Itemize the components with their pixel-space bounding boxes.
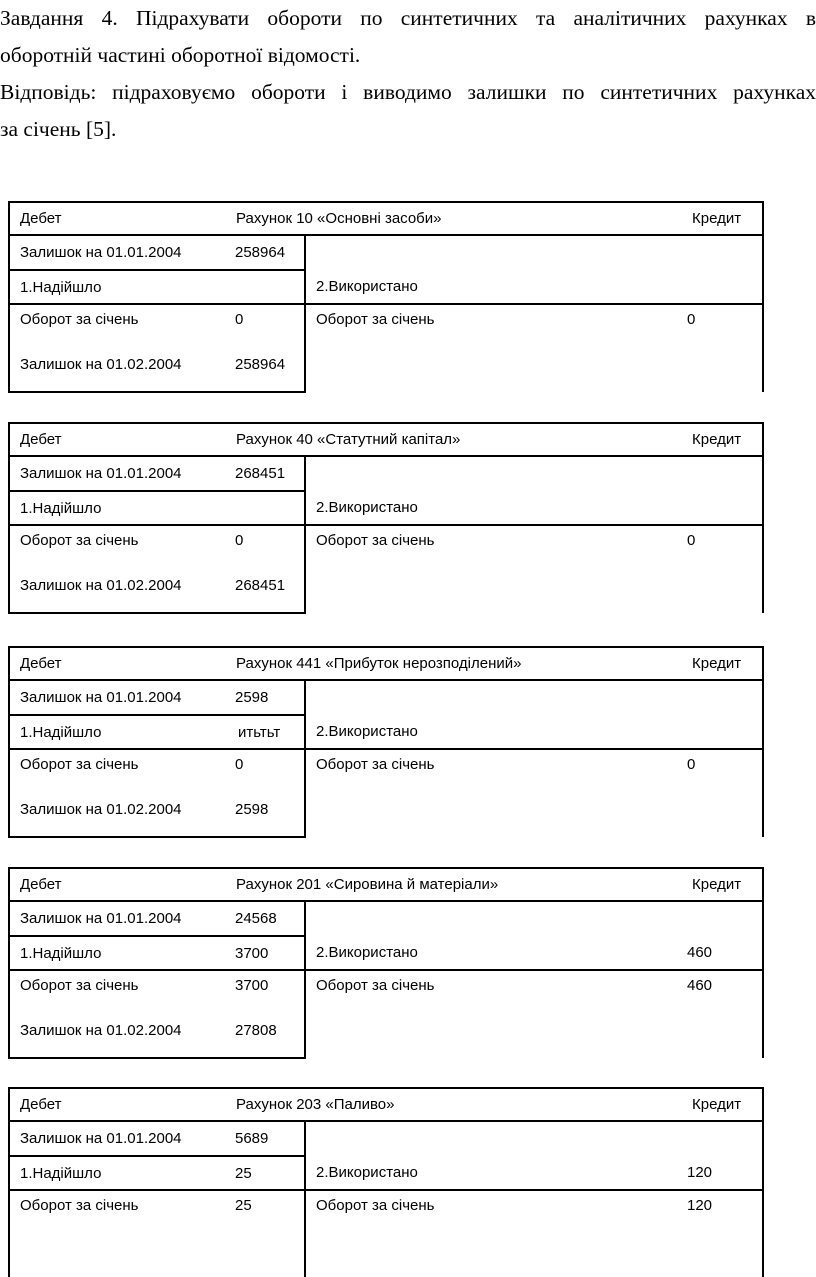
- received-value: 25: [225, 1156, 305, 1190]
- used-value: 120: [677, 1156, 763, 1190]
- received-value: [225, 491, 305, 525]
- turnover-debit-label: Оборот за січень: [9, 525, 225, 555]
- debit-label: Дебет: [20, 1095, 62, 1113]
- turnover-credit-label: Оборот за січень: [316, 977, 435, 994]
- closing-balance-value: 2598: [235, 801, 269, 818]
- received-label: 1.Надійшло: [9, 491, 225, 525]
- closing-balance-value: 27808: [235, 1022, 277, 1039]
- closing-balance-label: Залишок на 01.02.2004: [20, 577, 182, 594]
- account-201-t-table: [8, 867, 764, 1059]
- turnover-credit-value: 0: [677, 525, 763, 555]
- turnover-debit-value: 0: [225, 749, 305, 779]
- account-title: Рахунок 201 «Сировина й матеріали»: [236, 875, 499, 893]
- closing-balance-label: Залишок на 01.02.2004: [20, 1022, 182, 1039]
- used-value: [677, 270, 763, 304]
- opening-balance-label: Залишок на 01.01.2004: [9, 901, 225, 936]
- credit-label: Кредит: [692, 875, 742, 893]
- received-value: [225, 270, 305, 304]
- account-441-t-table: [8, 646, 764, 838]
- account-10-t-table: [8, 201, 764, 393]
- used-label: 2.Використано: [305, 715, 677, 749]
- turnover-credit-label: Оборот за січень: [316, 532, 435, 549]
- turnover-debit-label: Оборот за січень: [9, 749, 225, 779]
- credit-label: Кредит: [692, 654, 742, 672]
- credit-label: Кредит: [692, 209, 742, 227]
- turnover-credit-value: 0: [677, 749, 763, 779]
- received-value: 3700: [225, 936, 305, 970]
- turnover-credit-label: Оборот за січень: [316, 1197, 435, 1214]
- closing-balance-value: 268451: [235, 577, 286, 594]
- account-header: [9, 647, 763, 680]
- received-value: итьтьт: [225, 715, 305, 749]
- intro-text: [0, 0, 816, 148]
- used-label: 2.Використано: [305, 491, 677, 525]
- opening-balance-label: Залишок на 01.01.2004: [9, 680, 225, 715]
- opening-balance-value: 5689: [225, 1121, 305, 1156]
- turnover-debit-label: Оборот за січень: [9, 970, 225, 1000]
- task-line-1: Завдання 4. Підрахувати обороти по синтетичних та аналітичних рахунках в: [0, 6, 816, 30]
- opening-balance-value: 2598: [225, 680, 305, 715]
- turnover-credit-value: 120: [677, 1190, 763, 1220]
- opening-balance-label: Залишок на 01.01.2004: [9, 1121, 225, 1156]
- used-label: 2.Використано: [305, 270, 677, 304]
- used-value: [677, 491, 763, 525]
- received-label: 1.Надійшло: [9, 270, 225, 304]
- account-title: Рахунок 441 «Прибуток нерозподілений»: [236, 654, 522, 672]
- debit-label: Дебет: [20, 875, 62, 893]
- account-title: Рахунок 203 «Паливо»: [236, 1095, 395, 1113]
- received-label: 1.Надійшло: [9, 936, 225, 970]
- closing-balance-label: Залишок на 01.02.2004: [20, 801, 182, 818]
- credit-label: Кредит: [692, 430, 742, 448]
- turnover-credit-value: 460: [677, 970, 763, 1000]
- answer-line-1: Відповідь: підраховуємо обороти і виводимо залишки по синтетичних рахунках: [0, 80, 816, 104]
- used-label: 2.Використано: [305, 936, 677, 970]
- debit-label: Дебет: [20, 209, 62, 227]
- task-line-2: оборотній частині оборотної відомості.: [0, 43, 361, 67]
- turnover-debit-label: Оборот за січень: [9, 304, 225, 334]
- answer-line-2: за січень [5].: [0, 117, 117, 141]
- closing-balance-label: Залишок на 01.02.2004: [20, 356, 182, 373]
- opening-balance-label: Залишок на 01.01.2004: [9, 456, 225, 491]
- turnover-debit-value: 3700: [225, 970, 305, 1000]
- turnover-debit-value: 0: [225, 304, 305, 334]
- used-label: 2.Використано: [305, 1156, 677, 1190]
- turnover-debit-label: Оборот за січень: [9, 1190, 225, 1220]
- turnover-credit-label: Оборот за січень: [316, 756, 435, 773]
- opening-balance-label: Залишок на 01.01.2004: [9, 235, 225, 270]
- account-title: Рахунок 40 «Статутний капітал»: [236, 430, 461, 448]
- used-value: [677, 715, 763, 749]
- opening-balance-value: 268451: [225, 456, 305, 491]
- account-title: Рахунок 10 «Основні засоби»: [236, 209, 442, 227]
- account-203-t-table: [8, 1087, 764, 1277]
- closing-balance-value: 258964: [235, 356, 286, 373]
- turnover-debit-value: 25: [225, 1190, 305, 1220]
- debit-label: Дебет: [20, 654, 62, 672]
- account-40-t-table: [8, 422, 764, 614]
- credit-label: Кредит: [692, 1095, 742, 1113]
- account-header: [9, 423, 763, 456]
- opening-balance-value: 258964: [225, 235, 305, 270]
- account-header: [9, 1088, 763, 1121]
- turnover-credit-value: 0: [677, 304, 763, 334]
- used-value: 460: [677, 936, 763, 970]
- turnover-credit-label: Оборот за січень: [316, 311, 435, 328]
- opening-balance-value: 24568: [225, 901, 305, 936]
- account-header: [9, 868, 763, 901]
- debit-label: Дебет: [20, 430, 62, 448]
- received-label: 1.Надійшло: [9, 715, 225, 749]
- account-header: [9, 202, 763, 235]
- received-label: 1.Надійшло: [9, 1156, 225, 1190]
- turnover-debit-value: 0: [225, 525, 305, 555]
